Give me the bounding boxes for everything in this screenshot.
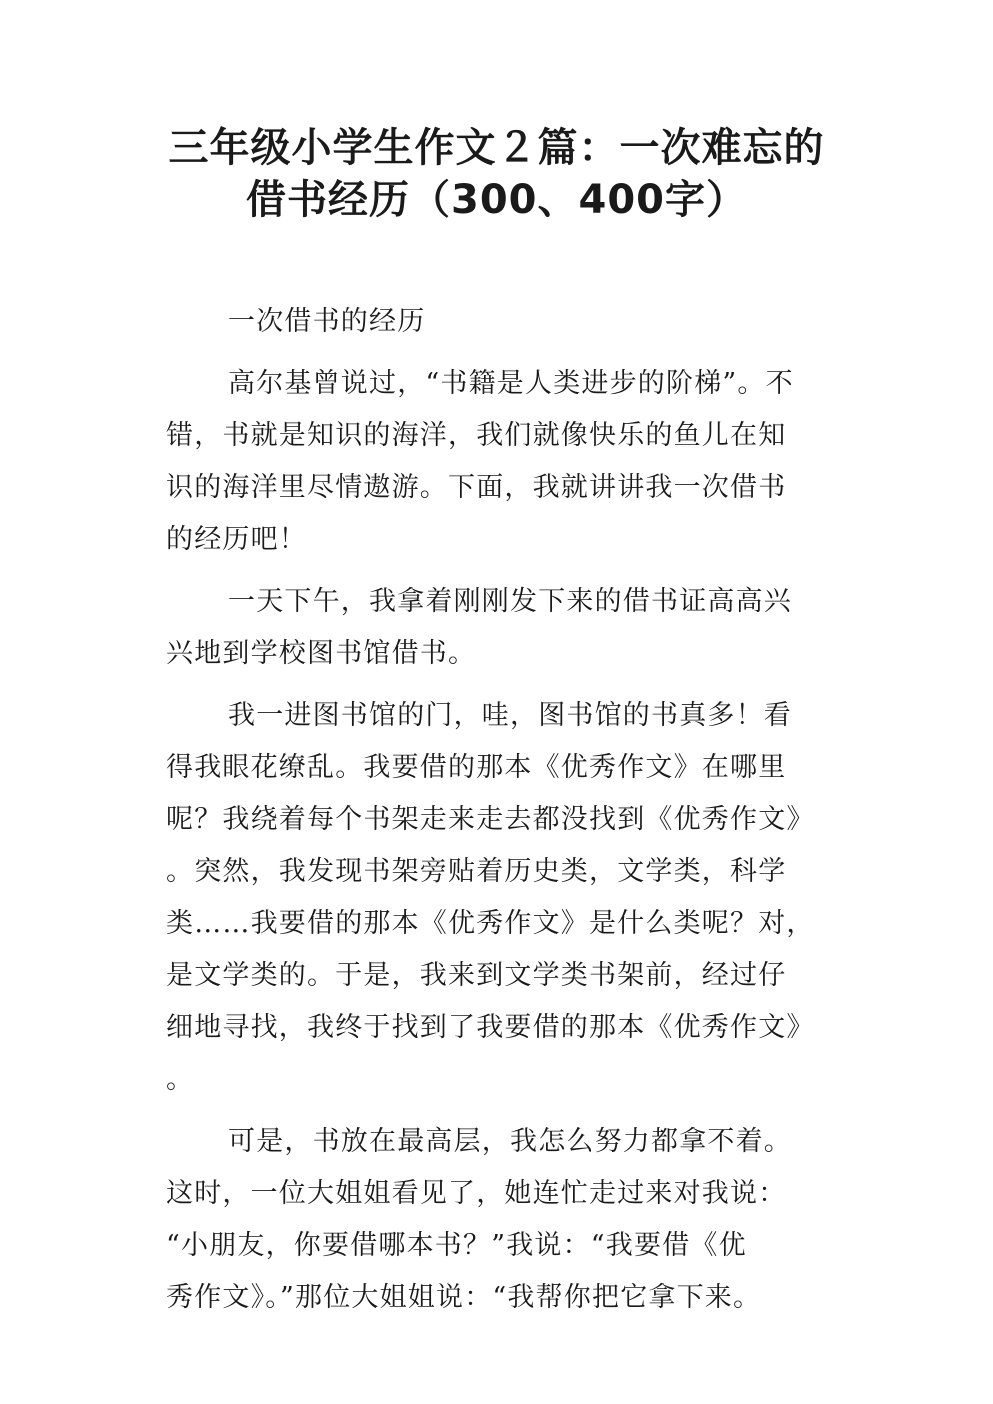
paragraph-line: 的经历吧！	[166, 524, 307, 555]
paragraph-line: “小朋友，你要借哪本书？”我说：“我要借《优	[166, 1230, 747, 1261]
paragraph-line: 这时，一位大姐姐看见了，她连忙走过来对我说：	[166, 1178, 787, 1209]
paragraph-line: 我一进图书馆的门，哇，图书馆的书真多！看	[228, 700, 792, 731]
paragraph-line: 。突然，我发现书架旁贴着历史类，文学类，科学	[166, 856, 787, 887]
paragraph-1	[166, 358, 842, 566]
paragraph-line: 细地寻找，我终于找到了我要借的那本《优秀作文》	[166, 1012, 815, 1043]
document-body	[166, 296, 842, 1324]
document-title	[0, 122, 993, 226]
paragraph-line: 高尔基曾说过，“书籍是人类进步的阶梯”。不	[228, 368, 794, 399]
paragraph-line: 得我眼花缭乱。我要借的那本《优秀作文》在哪里	[166, 752, 787, 783]
paragraph-subtitle	[166, 296, 842, 348]
title-line-2: 借书经历（300、400字）	[246, 177, 747, 223]
paragraph-3	[166, 690, 842, 1106]
title-line-1: 三年级小学生作文２篇：一次难忘的	[168, 125, 825, 171]
paragraph-line: 识的海洋里尽情遨游。下面，我就讲讲我一次借书	[166, 472, 787, 503]
paragraph-line: 一天下午，我拿着刚刚发下来的借书证高高兴	[228, 586, 792, 617]
paragraph-line: 秀作文》。”那位大姐姐说：“我帮你把它拿下来。	[166, 1282, 762, 1313]
paragraph-line: 类……我要借的那本《优秀作文》是什么类呢？对，	[166, 908, 815, 939]
paragraph-line: 兴地到学校图书馆借书。	[166, 638, 477, 669]
paragraph-line: 错，书就是知识的海洋，我们就像快乐的鱼儿在知	[166, 420, 787, 451]
paragraph-4	[166, 1116, 842, 1324]
paragraph-line: 是文学类的。于是，我来到文学类书架前，经过仔	[166, 960, 787, 991]
paragraph-line: 呢？我绕着每个书架走来走去都没找到《优秀作文》	[166, 804, 815, 835]
paragraph-line: 可是，书放在最高层，我怎么努力都拿不着。	[228, 1126, 792, 1157]
paragraph-2	[166, 576, 842, 680]
paragraph-line: 。	[166, 1064, 195, 1095]
subtitle-line: 一次借书的经历	[228, 306, 426, 337]
